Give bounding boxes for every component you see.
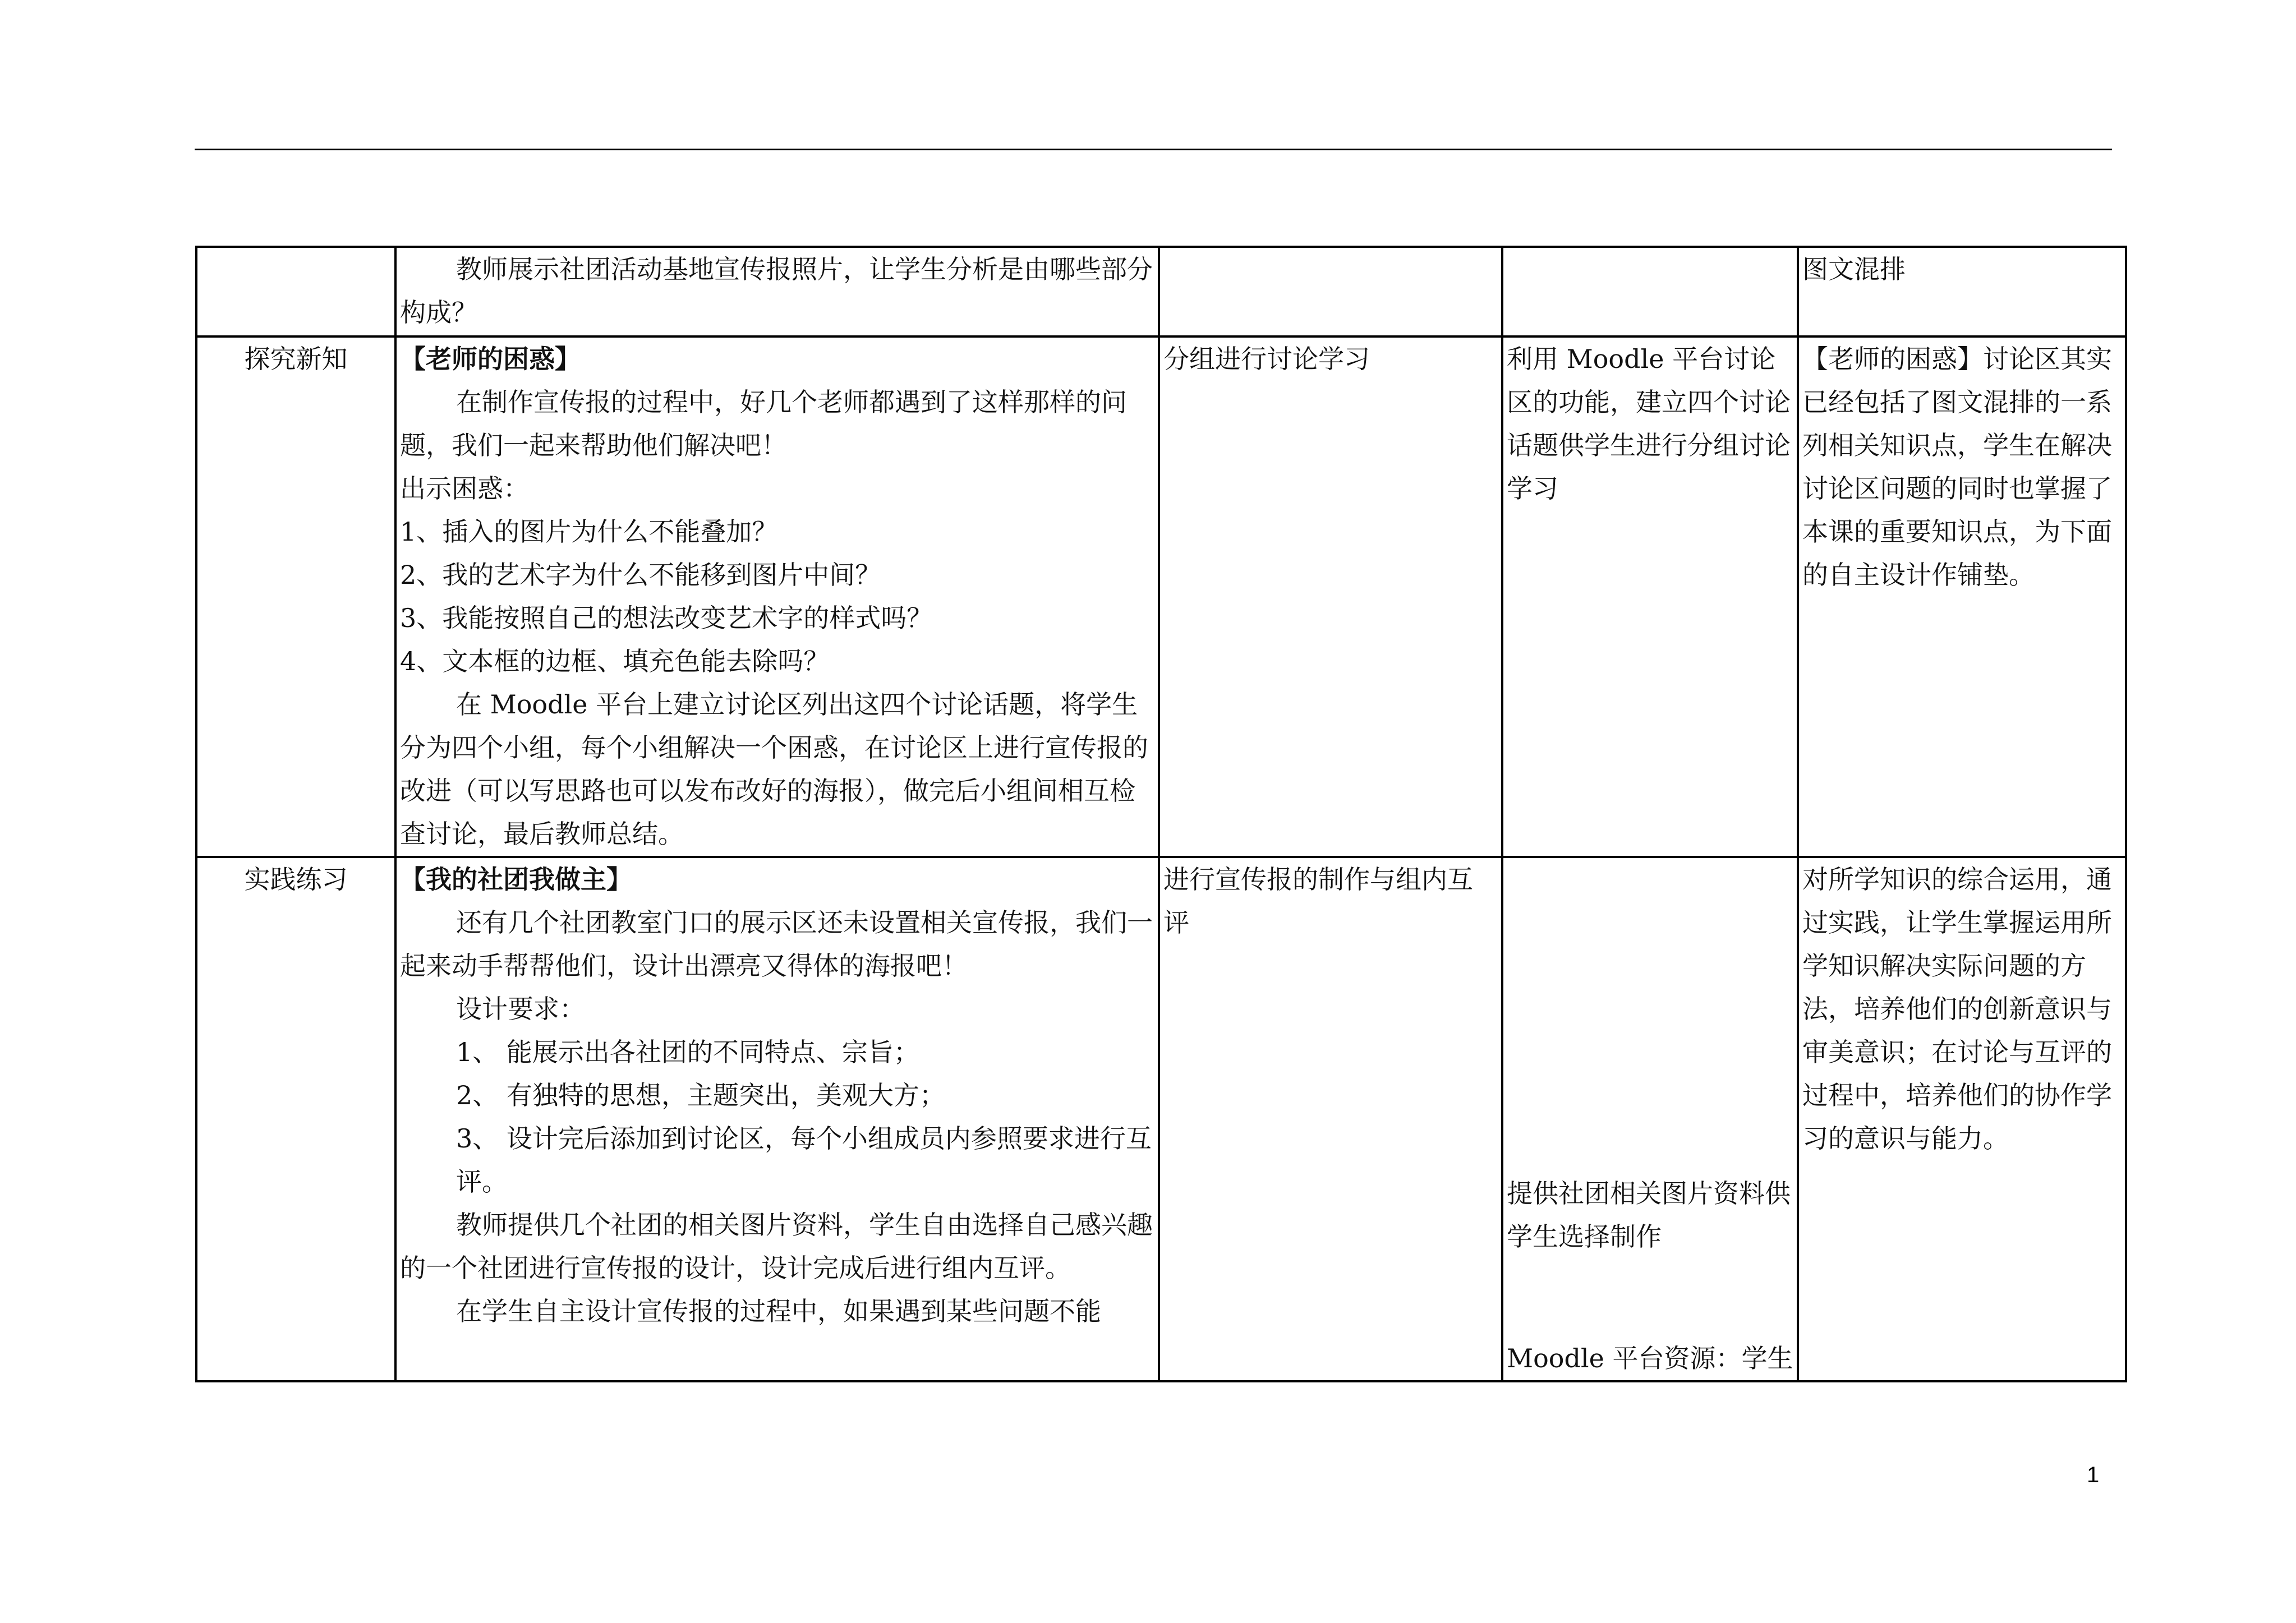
content-paragraph: 在学生自主设计宣传报的过程中，如果遇到某些问题不能 xyxy=(456,1296,1101,1326)
requirement-item: 1、 能展示出各社团的不同特点、宗旨； xyxy=(456,1037,919,1067)
requirement-item: 2、 有独特的思想，主题突出，美观大方； xyxy=(456,1080,945,1110)
table-row xyxy=(196,857,2126,1381)
list-item: 4、文本框的边框、填充色能去除吗？ xyxy=(400,646,830,676)
list-item: 2、我的艺术字为什么不能移到图片中间？ xyxy=(400,560,881,590)
content-line: 设计要求： xyxy=(456,994,585,1024)
resource-paragraph: Moodle 平台资源：学生 xyxy=(1507,1343,1793,1373)
table-row xyxy=(196,247,2126,336)
resource-cell xyxy=(1502,857,1798,1381)
table-row xyxy=(196,336,2126,857)
stage-cell: 探究新知 xyxy=(196,336,395,857)
list-item: 1、插入的图片为什么不能叠加？ xyxy=(400,517,778,547)
section-heading: 【老师的困惑】 xyxy=(400,344,581,374)
list-item: 3、我能按照自己的想法改变艺术字的样式吗？ xyxy=(400,603,933,633)
stage-cell: 实践练习 xyxy=(196,857,395,1381)
requirement-item: 3、 设计完后添加到讨论区，每个小组成员内参照要求进行互评。 xyxy=(456,1123,1152,1197)
resource-cell xyxy=(1502,247,1798,336)
student-activity-cell xyxy=(1159,247,1502,336)
section-heading: 【我的社团我做主】 xyxy=(400,864,632,895)
intent-cell: 【老师的困惑】讨论区其实已经包括了图文混排的一系列相关知识点，学生在解决讨论区问题的同时也掌握了本课的重要知识点，为下面的自主设计作铺垫。 xyxy=(1798,336,2126,857)
content-cell xyxy=(395,336,1159,857)
intent-cell: 对所学知识的综合运用，通过实践，让学生掌握运用所学知识解决实际问题的方法，培养他们的创新意识与审美意识；在讨论与互评的过程中，培养他们的协作学习的意识与能力。 xyxy=(1798,857,2126,1381)
content-paragraph: 教师展示社团活动基地宣传报照片，让学生分析是由哪些部分构成？ xyxy=(400,254,1153,328)
intent-cell: 图文混排 xyxy=(1798,247,2126,336)
student-activity-cell: 分组进行讨论学习 xyxy=(1159,336,1502,857)
content-cell xyxy=(395,247,1159,336)
lesson-plan-table xyxy=(195,246,2127,1382)
student-activity-cell: 进行宣传报的制作与组内互评 xyxy=(1159,857,1502,1381)
content-paragraph: 在 Moodle 平台上建立讨论区列出这四个讨论话题，将学生分为四个小组，每个小组解决一个困惑，在讨论区上进行宣传报的改进（可以写思路也可以发布改好的海报），做完后小组间相互检查讨论，最后教师总结。 xyxy=(400,689,1148,849)
content-line: 出示困惑： xyxy=(400,473,529,504)
content-paragraph: 教师提供几个社团的相关图片资料，学生自由选择自己感兴趣的一个社团进行宣传报的设计，设计完成后进行组内互评。 xyxy=(400,1210,1153,1283)
page-number: 1 xyxy=(2087,1463,2100,1487)
content-paragraph: 还有几个社团教室门口的展示区还未设置相关宣传报，我们一起来动手帮帮他们，设计出漂亮又得体的海报吧！ xyxy=(400,907,1153,981)
resource-cell: 利用 Moodle 平台讨论区的功能，建立四个讨论话题供学生进行分组讨论学习 xyxy=(1502,336,1798,857)
content-paragraph: 在制作宣传报的过程中，好几个老师都遇到了这样那样的问题，我们一起来帮助他们解决吧！ xyxy=(400,387,1127,460)
header-rule xyxy=(195,149,2112,150)
resource-paragraph: 提供社团相关图片资料供学生选择制作 xyxy=(1507,1178,1791,1252)
content-cell xyxy=(395,857,1159,1381)
stage-cell xyxy=(196,247,395,336)
